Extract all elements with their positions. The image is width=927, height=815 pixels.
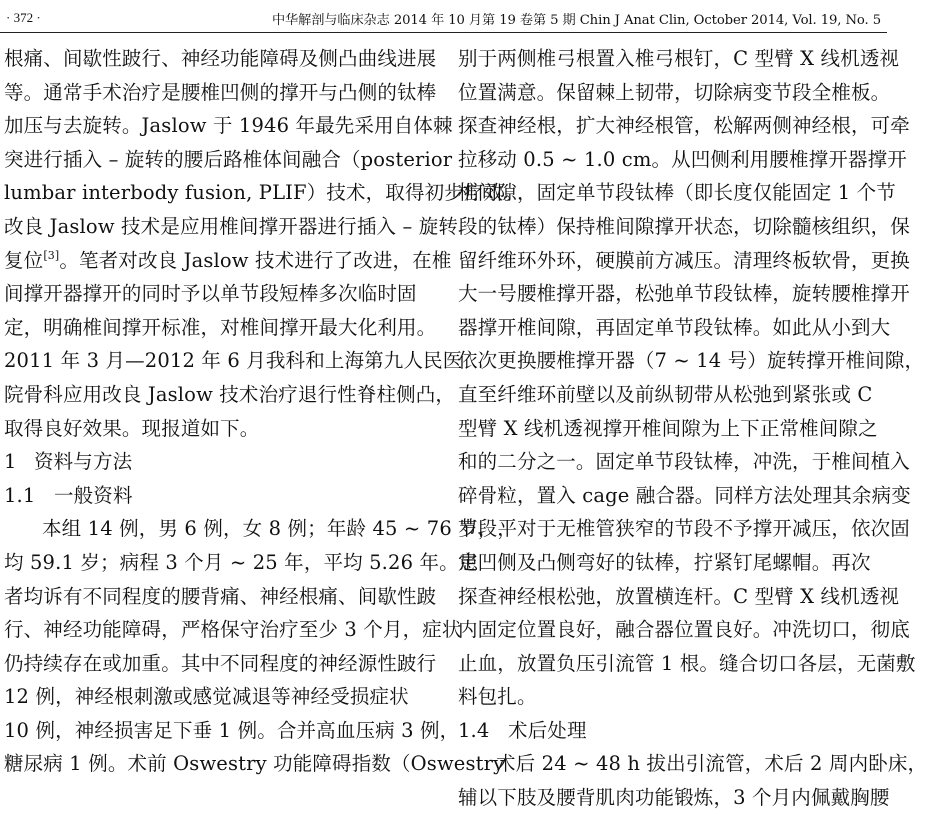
text-line: 节段，对于无椎管狭窄的节段不予撑开减压，依次固 (458, 517, 910, 541)
text-line: lumbar interbody fusion, PLIF）技术，取得初步疗效。 (4, 181, 523, 205)
text-line: 探查神经根松弛，放置横连杆。C 型臂 X 线机透视 (458, 584, 900, 608)
text-line: 大一号腰椎撑开器，松弛单节段钛棒，旋转腰椎撑开 (458, 282, 910, 306)
subsection-title: 术后处理 (508, 718, 587, 742)
text-line: 辅以下肢及腰背肌肉功能锻炼，3 个月内佩戴胸腰 (458, 786, 890, 810)
text-line: 器撑开椎间隙，再固定单节段钛棒。如此从小到大 (458, 315, 891, 339)
text-line: 定，明确椎间撑开标准，对椎间撑开最大化利用。 (4, 315, 437, 339)
text-line: 依次更换腰椎撑开器（7 ~ 14 号）旋转撑开椎间隙， (458, 349, 925, 373)
text-line: 拉移动 0.5 ~ 1.0 cm。从凹侧利用腰椎撑开器撑开 (458, 147, 907, 171)
text-fragment: 复位 (4, 248, 44, 272)
text-line: 椎间隙，固定单节段钛棒（即长度仅能固定 1 个节 (458, 181, 896, 205)
text-line: 术后 24 ~ 48 h 拔出引流管，术后 2 周内卧床， (496, 752, 927, 776)
text-line: 本组 14 例，男 6 例，女 8 例；年龄 45 ~ 76 岁，平 (42, 517, 518, 541)
text-line: 直至纤维环前壁以及前纵韧带从松弛到紧张或 C (458, 382, 873, 406)
text-line: 仍持续存在或加重。其中不同程度的神经源性跛行 (4, 651, 437, 675)
text-line: 定凹侧及凸侧弯好的钛棒，拧紧钉尾螺帽。再次 (458, 550, 871, 574)
subsection-number: 1.1 (4, 483, 36, 507)
text-line: 等。通常手术治疗是腰椎凹侧的撑开与凸侧的钛棒 (4, 80, 437, 104)
text-line: 间撑开器撑开的同时予以单节段短棒多次临时固 (4, 282, 417, 306)
text-line-with-reference (4, 244, 452, 278)
text-line: 均 59.1 岁；病程 3 个月 ~ 25 年，平均 5.26 年。患 (4, 550, 479, 574)
page-number: · 372 · (6, 10, 41, 25)
text-fragment: 。笔者对改良 Jaslow 技术进行了改进，在椎 (59, 248, 452, 272)
text-line: 碎骨粒，置入 cage 融合器。同样方法处理其余病变 (458, 483, 911, 507)
text-line: 段的钛棒）保持椎间隙撑开状态，切除髓核组织，保 (458, 214, 910, 238)
citation-reference[interactable]: [3] (43, 248, 60, 262)
text-line: 者均诉有不同程度的腰背痛、神经根痛、间歇性跛 (4, 584, 437, 608)
text-line: 12 例，神经根刺激或感觉减退等神经受损症状 (4, 685, 409, 709)
text-line: 止血，放置负压引流管 1 根。缝合切口各层，无菌敷 (458, 651, 916, 675)
text-line: 留纤维环外环，硬膜前方减压。清理终板软骨，更换 (458, 248, 910, 272)
text-line: 和的二分之一。固定单节段钛棒，冲洗，于椎间植入 (458, 450, 910, 474)
subsection-number: 1.4 (458, 718, 490, 742)
text-line: 行、神经功能障碍，严格保守治疗至少 3 个月，症状 (4, 618, 462, 642)
text-line: 改良 Jaslow 技术是应用椎间撑开器进行插入 – 旋转 (4, 214, 459, 238)
text-line: 糖尿病 1 例。术前 Oswestry 功能障碍指数（Oswestry (4, 752, 505, 776)
intro-paragraph (4, 42, 523, 445)
text-line: 院骨科应用改良 Jaslow 技术治疗退行性脊柱侧凸， (4, 382, 456, 406)
text-line: 位置满意。保留棘上韧带，切除病变节段全椎板。 (458, 80, 891, 104)
text-line: 型臂 X 线机透视撑开椎间隙为上下正常椎间隙之 (458, 416, 878, 440)
text-line: 探查神经根，扩大神经根管，松解两侧神经根，可牵 (458, 114, 910, 138)
section-heading (4, 445, 431, 479)
header-rule (0, 32, 887, 33)
section-number: 1 (4, 450, 17, 474)
text-line: 突进行插入 – 旋转的腰后路椎体间融合（posterior (4, 147, 453, 171)
surgical-procedure-paragraph (458, 42, 925, 714)
postoperative-paragraph (458, 747, 927, 814)
subsection-heading (4, 479, 431, 513)
subsection-heading (458, 714, 885, 748)
right-column (458, 42, 927, 815)
page-header (0, 0, 887, 34)
text-line: 取得良好效果。现报道如下。 (4, 416, 260, 440)
text-line: 10 例，神经损害足下垂 1 例。合并高血压病 3 例， (4, 718, 460, 742)
text-line: 别于两侧椎弓根置入椎弓根钉，C 型臂 X 线机透视 (458, 47, 900, 70)
section-title: 资料与方法 (34, 450, 133, 474)
journal-citation: 中华解剖与临床杂志 2014 年 10 月第 19 卷第 5 期 Chin J Anat Clin, October 2014, Vol. 19, No. 5 (271, 13, 881, 28)
text-line: 内固定位置良好，融合器位置良好。冲洗切口，彻底 (458, 618, 910, 642)
text-line: 根痛、间歇性跛行、神经功能障碍及侧凸曲线进展 (4, 47, 437, 70)
text-line: 加压与去旋转。Jaslow 于 1946 年最先采用自体棘 (4, 114, 453, 138)
text-line: 2011 年 3 月—2012 年 6 月我科和上海第九人民医 (4, 349, 463, 373)
subsection-title: 一般资料 (54, 483, 133, 507)
text-line: 料包扎。 (458, 685, 537, 709)
